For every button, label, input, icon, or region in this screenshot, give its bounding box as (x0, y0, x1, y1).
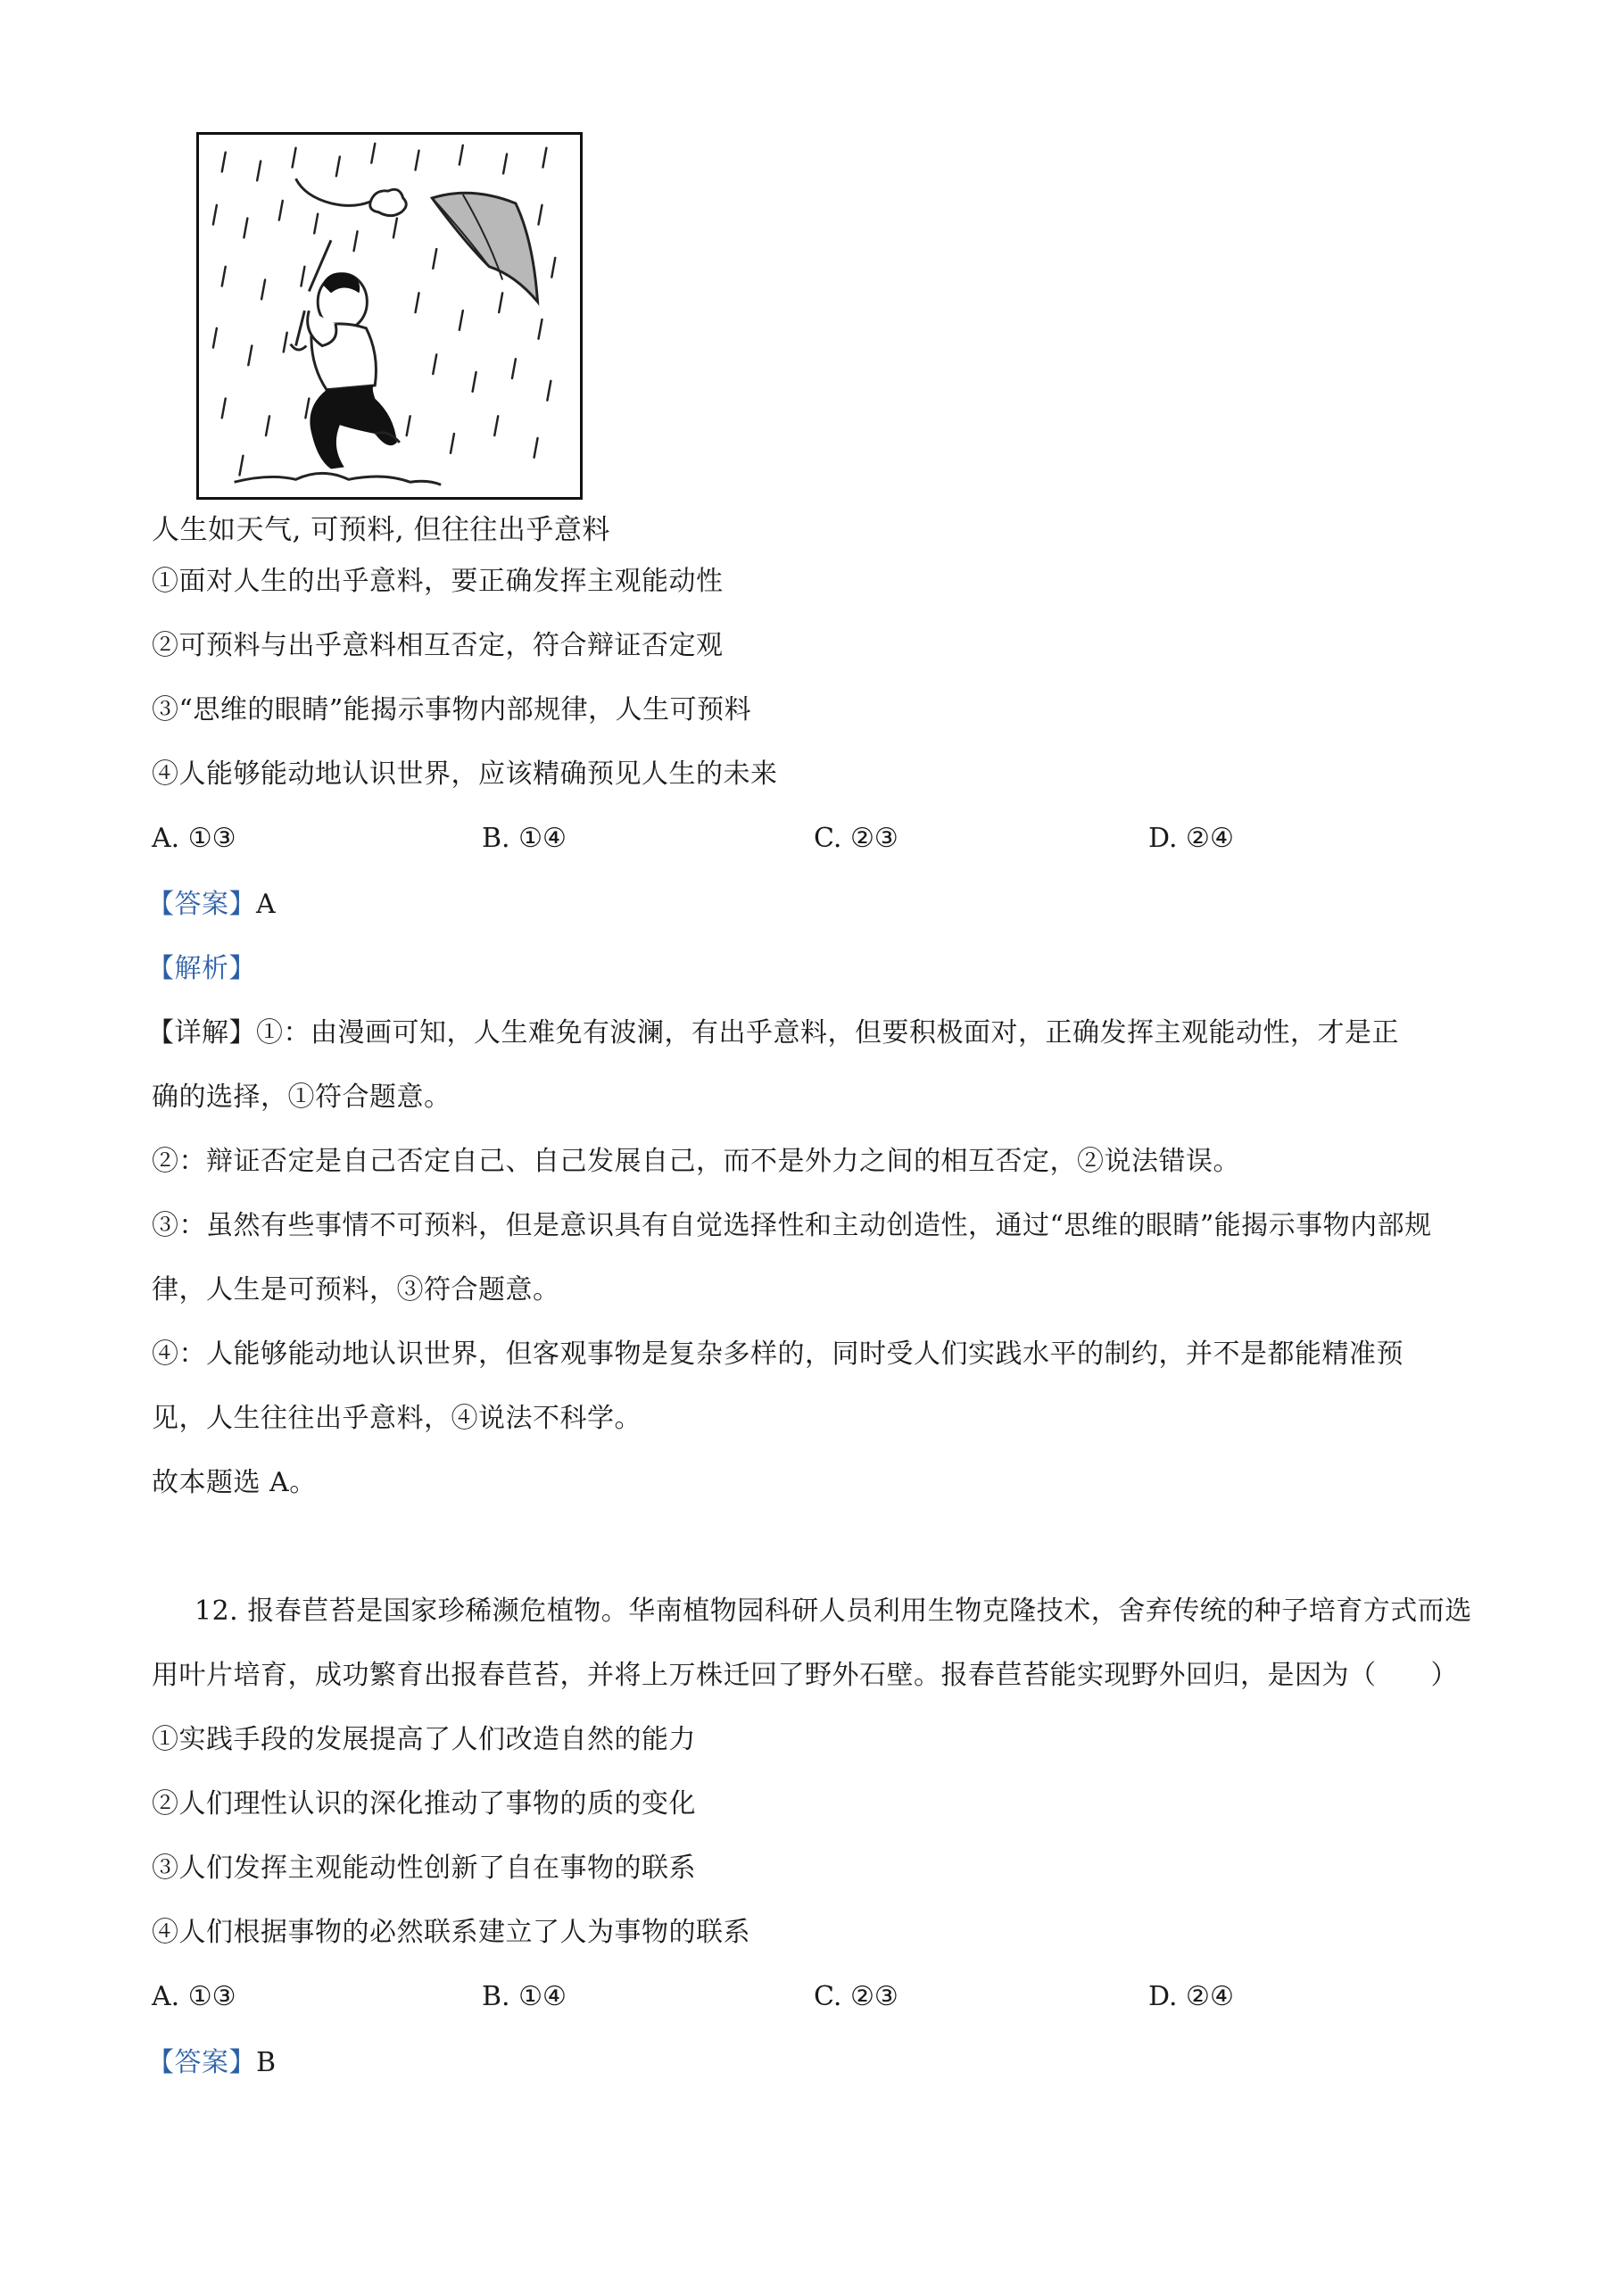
q11-analysis-heading (147, 951, 256, 987)
q11-statement-3: ③“思维的眼睛”能揭示事物内部规律，人生可预料 (152, 694, 752, 725)
ground-line (235, 473, 442, 485)
detail-text: ①：由漫画可知，人生难免有波澜，有出乎意料，但要积极面对，正确发挥主观能动性，才是正 (256, 1017, 1399, 1049)
q11-statement-4: ④人能够能动地认识世界，应该精确预见人生的未来 (152, 758, 778, 790)
q12-statement-4: ④人们根据事物的必然联系建立了人为事物的联系 (152, 1917, 750, 1948)
q12-option-a: A. ①③ (152, 1981, 236, 2012)
answer-label: 【答案】 (147, 2047, 256, 2078)
q11-statement-2: ②可预料与出乎意料相互否定，符合辩证否定观 (152, 630, 724, 661)
q11-option-c: C. ②③ (814, 823, 898, 854)
analysis-label: 【解析】 (147, 953, 256, 984)
cloud-puff (370, 189, 407, 215)
rain-umbrella-cartoon (199, 135, 580, 497)
q12-option-c: C. ②③ (814, 1981, 898, 2012)
q11-detail-line-1 (147, 1015, 1399, 1051)
answer-label: 【答案】 (147, 889, 256, 920)
q12-statement-3: ③人们发挥主观能动性创新了自在事物的联系 (152, 1853, 696, 1884)
q12-option-d: D. ②④ (1148, 1981, 1234, 2012)
q11-answer (147, 887, 276, 923)
answer-value: B (256, 2047, 277, 2078)
cartoon-illustration (196, 132, 583, 500)
q11-detail-line-6: ④：人能够能动地认识世界，但客观事物是复杂多样的，同时受人们实践水平的制约，并不是都能精准预 (152, 1339, 1404, 1370)
detail-label: 【详解】 (147, 1017, 256, 1049)
q12-answer (147, 2045, 277, 2081)
q11-detail-line-2: 确的选择，①符合题意。 (152, 1082, 451, 1113)
person-trousers (310, 385, 396, 469)
q11-detail-line-3: ②：辩证否定是自己否定自己、自己发展自己，而不是外力之间的相互否定，②说法错误。 (152, 1146, 1240, 1177)
q12-statement-2: ②人们理性认识的深化推动了事物的质的变化 (152, 1788, 696, 1819)
q12-statement-1: ①实践手段的发展提高了人们改造自然的能力 (152, 1724, 696, 1755)
flying-umbrella (432, 193, 537, 302)
q11-conclusion: 故本题选 A。 (152, 1467, 317, 1498)
q11-detail-line-4: ③：虽然有些事情不可预料，但是意识具有自觉选择性和主动创造性，通过“思维的眼睛”能揭示事物内部规 (152, 1210, 1432, 1241)
q12-stem-line-2: 用叶片培育，成功繁育出报春苣苔，并将上万株迁回了野外石壁。报春苣苔能实现野外回归，是因为（ ） (152, 1660, 1458, 1691)
wind-curve (296, 178, 371, 205)
cartoon-caption: 人生如天气, 可预料, 但往往出乎意料 (152, 514, 610, 546)
q11-detail-line-5: 律，人生是可预料，③符合题意。 (152, 1274, 560, 1305)
q11-option-b: B. ①④ (482, 823, 567, 854)
q12-option-b: B. ①④ (482, 1981, 567, 2012)
q11-detail-line-7: 见，人生往往出乎意料，④说法不科学。 (152, 1403, 642, 1434)
answer-value: A (256, 889, 277, 920)
q12-stem-line-1: 12. 报春苣苔是国家珍稀濒危植物。华南植物园科研人员利用生物克隆技术，舍弃传统的种子培育方式而选 (195, 1596, 1472, 1627)
q11-statement-1: ①面对人生的出乎意料，要正确发挥主观能动性 (152, 566, 724, 597)
q11-option-d: D. ②④ (1148, 823, 1234, 854)
q11-option-a: A. ①③ (152, 823, 236, 854)
